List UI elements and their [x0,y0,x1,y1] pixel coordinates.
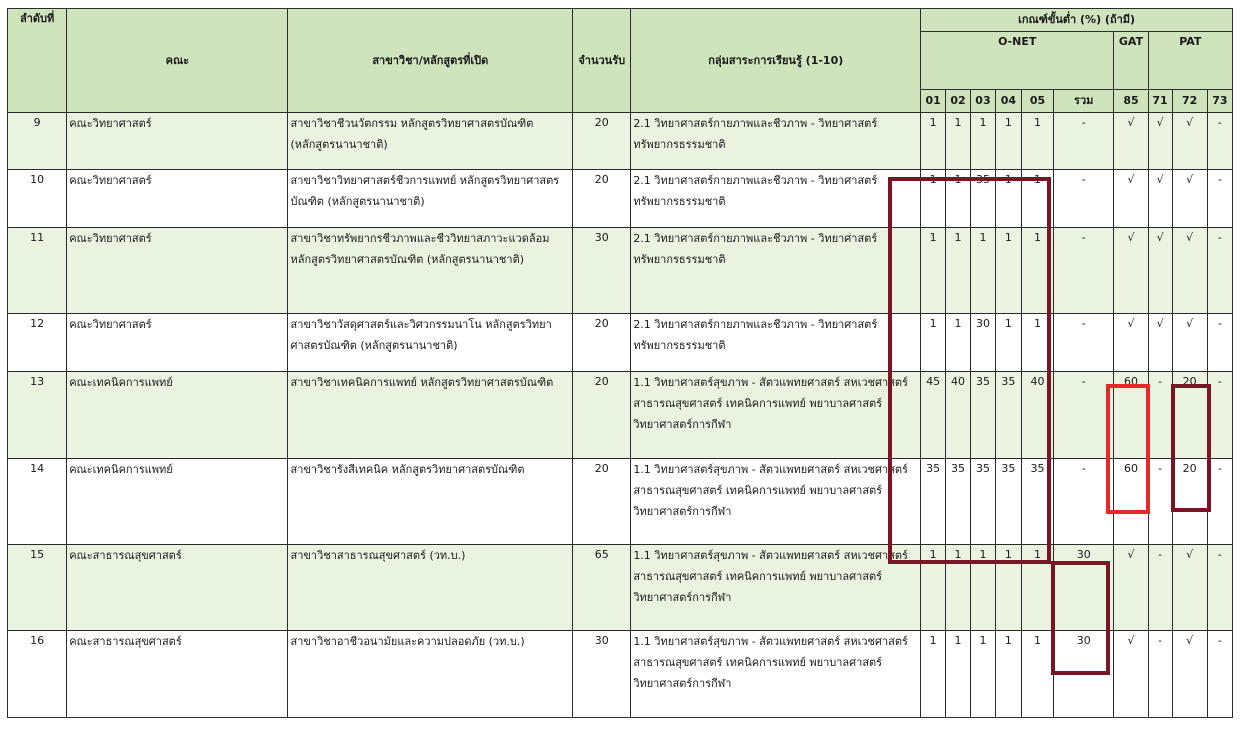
cell-faculty: คณะวิทยาศาสตร์ [67,170,288,228]
cell-subject-group: 1.1 วิทยาศาสตร์สุขภาพ - สัตวแพทยศาสตร์ สหเวชศาสตร์ สาธารณสุขศาสตร์ เทคนิคการแพทย์ พยาบาลศาสตร์ วิทยาศาสตร์การกีฬา [631,545,921,631]
cell-seq: 12 [8,314,67,372]
cell-onet-05: 1 [1021,314,1053,372]
cell-onet-01: 1 [921,228,946,314]
header-program: สาขาวิชา/หลักสูตรที่เปิด [288,9,573,113]
cell-program: สาขาวิชาชีวนวัตกรรม หลักสูตรวิทยาศาสตรบัณฑิต (หลักสูตรนานาชาติ) [288,113,573,170]
cell-pat-72: √ [1172,170,1207,228]
cell-onet-03: 35 [971,170,996,228]
cell-pat-71: √ [1148,113,1172,170]
cell-pat-73: - [1207,113,1232,170]
cell-onet-01: 1 [921,170,946,228]
cell-onet-01: 45 [921,372,946,459]
cell-faculty: คณะสาธารณสุขศาสตร์ [67,545,288,631]
cell-subject-group: 1.1 วิทยาศาสตร์สุขภาพ - สัตวแพทยศาสตร์ สหเวชศาสตร์ สาธารณสุขศาสตร์ เทคนิคการแพทย์ พยาบาลศาสตร์ วิทยาศาสตร์การกีฬา [631,372,921,459]
cell-onet-05: 1 [1021,170,1053,228]
cell-onet-03: 1 [971,228,996,314]
cell-onet-02: 1 [946,631,971,718]
cell-program: สาขาวิชาสาธารณสุขศาสตร์ (วท.บ.) [288,545,573,631]
header-sub: 71 [1148,90,1172,113]
header-quota: จำนวนรับ [573,9,631,113]
cell-faculty: คณะวิทยาศาสตร์ [67,113,288,170]
cell-onet-total: - [1054,228,1114,314]
cell-program: สาขาวิชาวิทยาศาสตร์ชีวการแพทย์ หลักสูตรวิทยาศาสตรบัณฑิต (หลักสูตรนานาชาติ) [288,170,573,228]
cell-subject-group: 2.1 วิทยาศาสตร์กายภาพและชีวภาพ - วิทยาศาสตร์ทรัพยากรธรรมชาติ [631,170,921,228]
cell-onet-03: 1 [971,113,996,170]
table-row [8,372,1233,459]
cell-onet-05: 1 [1021,631,1053,718]
cell-pat-72: 20 [1172,372,1207,459]
cell-onet-05: 40 [1021,372,1053,459]
cell-onet-04: 1 [995,314,1021,372]
cell-program: สาขาวิชาทรัพยากรชีวภาพและชีววิทยาสภาวะแวดล้อม หลักสูตรวิทยาศาสตรบัณฑิต (หลักสูตรนานาชาติ) [288,228,573,314]
cell-onet-03: 35 [971,372,996,459]
cell-onet-01: 35 [921,459,946,545]
cell-onet-02: 1 [946,113,971,170]
cell-onet-04: 1 [995,113,1021,170]
cell-pat-72: √ [1172,113,1207,170]
cell-onet-01: 1 [921,545,946,631]
header-sub: 03 [971,90,996,113]
cell-subject-group: 2.1 วิทยาศาสตร์กายภาพและชีวภาพ - วิทยาศาสตร์ทรัพยากรธรรมชาติ [631,314,921,372]
cell-onet-01: 1 [921,631,946,718]
cell-program: สาขาวิชาอาชีวอนามัยและความปลอดภัย (วท.บ.) [288,631,573,718]
cell-onet-total: 30 [1054,545,1114,631]
cell-pat-71: - [1148,372,1172,459]
table-row [8,314,1233,372]
cell-pat-73: - [1207,170,1232,228]
cell-pat-73: - [1207,545,1232,631]
cell-onet-02: 35 [946,459,971,545]
cell-pat-73: - [1207,372,1232,459]
cell-onet-05: 1 [1021,228,1053,314]
cell-pat-72: 20 [1172,459,1207,545]
cell-program: สาขาวิชาเทคนิคการแพทย์ หลักสูตรวิทยาศาสตรบัณฑิต [288,372,573,459]
cell-gat-85: 60 [1114,372,1148,459]
cell-quota: 20 [573,372,631,459]
header-faculty: คณะ [67,9,288,113]
cell-pat-72: √ [1172,545,1207,631]
header-pat: PAT [1148,32,1232,90]
cell-onet-02: 1 [946,314,971,372]
cell-onet-03: 30 [971,314,996,372]
cell-onet-02: 1 [946,228,971,314]
cell-quota: 20 [573,459,631,545]
cell-gat-85: √ [1114,631,1148,718]
cell-pat-71: √ [1148,228,1172,314]
cell-seq: 14 [8,459,67,545]
header-sub: 04 [995,90,1021,113]
cell-pat-72: √ [1172,314,1207,372]
table-row [8,113,1233,170]
cell-onet-04: 1 [995,228,1021,314]
table-row [8,631,1233,718]
cell-pat-73: - [1207,459,1232,545]
cell-gat-85: √ [1114,314,1148,372]
header-sub: 05 [1021,90,1053,113]
cell-faculty: คณะสาธารณสุขศาสตร์ [67,631,288,718]
cell-onet-03: 1 [971,631,996,718]
cell-pat-71: √ [1148,170,1172,228]
cell-onet-02: 1 [946,170,971,228]
cell-onet-04: 1 [995,631,1021,718]
cell-gat-85: 60 [1114,459,1148,545]
header-seq: ลำดับที่ [8,9,67,113]
cell-subject-group: 2.1 วิทยาศาสตร์กายภาพและชีวภาพ - วิทยาศาสตร์ทรัพยากรธรรมชาติ [631,228,921,314]
cell-faculty: คณะวิทยาศาสตร์ [67,228,288,314]
cell-pat-73: - [1207,631,1232,718]
cell-program: สาขาวิชารังสีเทคนิค หลักสูตรวิทยาศาสตรบัณฑิต [288,459,573,545]
cell-onet-03: 35 [971,459,996,545]
cell-quota: 30 [573,631,631,718]
cell-seq: 9 [8,113,67,170]
cell-onet-02: 40 [946,372,971,459]
cell-onet-total: - [1054,113,1114,170]
cell-quota: 65 [573,545,631,631]
cell-faculty: คณะวิทยาศาสตร์ [67,314,288,372]
cell-onet-05: 1 [1021,113,1053,170]
cell-subject-group: 1.1 วิทยาศาสตร์สุขภาพ - สัตวแพทยศาสตร์ สหเวชศาสตร์ สาธารณสุขศาสตร์ เทคนิคการแพทย์ พยาบาลศาสตร์ วิทยาศาสตร์การกีฬา [631,459,921,545]
table-row [8,459,1233,545]
cell-quota: 20 [573,113,631,170]
cell-onet-03: 1 [971,545,996,631]
cell-onet-04: 1 [995,545,1021,631]
header-subject-group: กลุ่มสาระการเรียนรู้ (1-10) [631,9,921,113]
admission-criteria-table-wrapper [7,8,1233,741]
header-sub: 72 [1172,90,1207,113]
cell-onet-05: 35 [1021,459,1053,545]
cell-onet-total: - [1054,459,1114,545]
cell-quota: 30 [573,228,631,314]
cell-pat-71: - [1148,459,1172,545]
cell-program: สาขาวิชาวัสดุศาสตร์และวิศวกรรมนาโน หลักสูตรวิทยาศาสตรบัณฑิต (หลักสูตรนานาชาติ) [288,314,573,372]
header-gat: GAT [1114,32,1148,90]
cell-onet-total: 30 [1054,631,1114,718]
header-sub: 85 [1114,90,1148,113]
table-row [8,228,1233,314]
cell-onet-01: 1 [921,113,946,170]
cell-onet-01: 1 [921,314,946,372]
cell-seq: 11 [8,228,67,314]
cell-pat-71: - [1148,545,1172,631]
cell-onet-total: - [1054,170,1114,228]
cell-gat-85: √ [1114,545,1148,631]
cell-quota: 20 [573,170,631,228]
cell-subject-group: 2.1 วิทยาศาสตร์กายภาพและชีวภาพ - วิทยาศาสตร์ทรัพยากรธรรมชาติ [631,113,921,170]
cell-faculty: คณะเทคนิคการแพทย์ [67,372,288,459]
header-sub: 02 [946,90,971,113]
cell-onet-total: - [1054,372,1114,459]
cell-seq: 16 [8,631,67,718]
table-row [8,170,1233,228]
cell-seq: 13 [8,372,67,459]
cell-pat-73: - [1207,314,1232,372]
cell-pat-73: - [1207,228,1232,314]
header-sub: รวม [1054,90,1114,113]
cell-onet-total: - [1054,314,1114,372]
header-onet: O-NET [921,32,1114,90]
cell-onet-04: 1 [995,170,1021,228]
cell-gat-85: √ [1114,170,1148,228]
header-sub: 73 [1207,90,1232,113]
cell-onet-05: 1 [1021,545,1053,631]
cell-gat-85: √ [1114,228,1148,314]
cell-seq: 15 [8,545,67,631]
cell-seq: 10 [8,170,67,228]
cell-onet-04: 35 [995,372,1021,459]
cell-onet-04: 35 [995,459,1021,545]
header-sub: 01 [921,90,946,113]
cell-quota: 20 [573,314,631,372]
cell-onet-02: 1 [946,545,971,631]
admission-criteria-table [7,8,1233,718]
cell-subject-group: 1.1 วิทยาศาสตร์สุขภาพ - สัตวแพทยศาสตร์ สหเวชศาสตร์ สาธารณสุขศาสตร์ เทคนิคการแพทย์ พยาบาลศาสตร์ วิทยาศาสตร์การกีฬา [631,631,921,718]
cell-gat-85: √ [1114,113,1148,170]
cell-pat-71: - [1148,631,1172,718]
cell-pat-72: √ [1172,631,1207,718]
header-criteria: เกณฑ์ขั้นต่ำ (%) (ถ้ามี) [921,9,1233,32]
table-row [8,545,1233,631]
cell-pat-72: √ [1172,228,1207,314]
cell-pat-71: √ [1148,314,1172,372]
cell-faculty: คณะเทคนิคการแพทย์ [67,459,288,545]
